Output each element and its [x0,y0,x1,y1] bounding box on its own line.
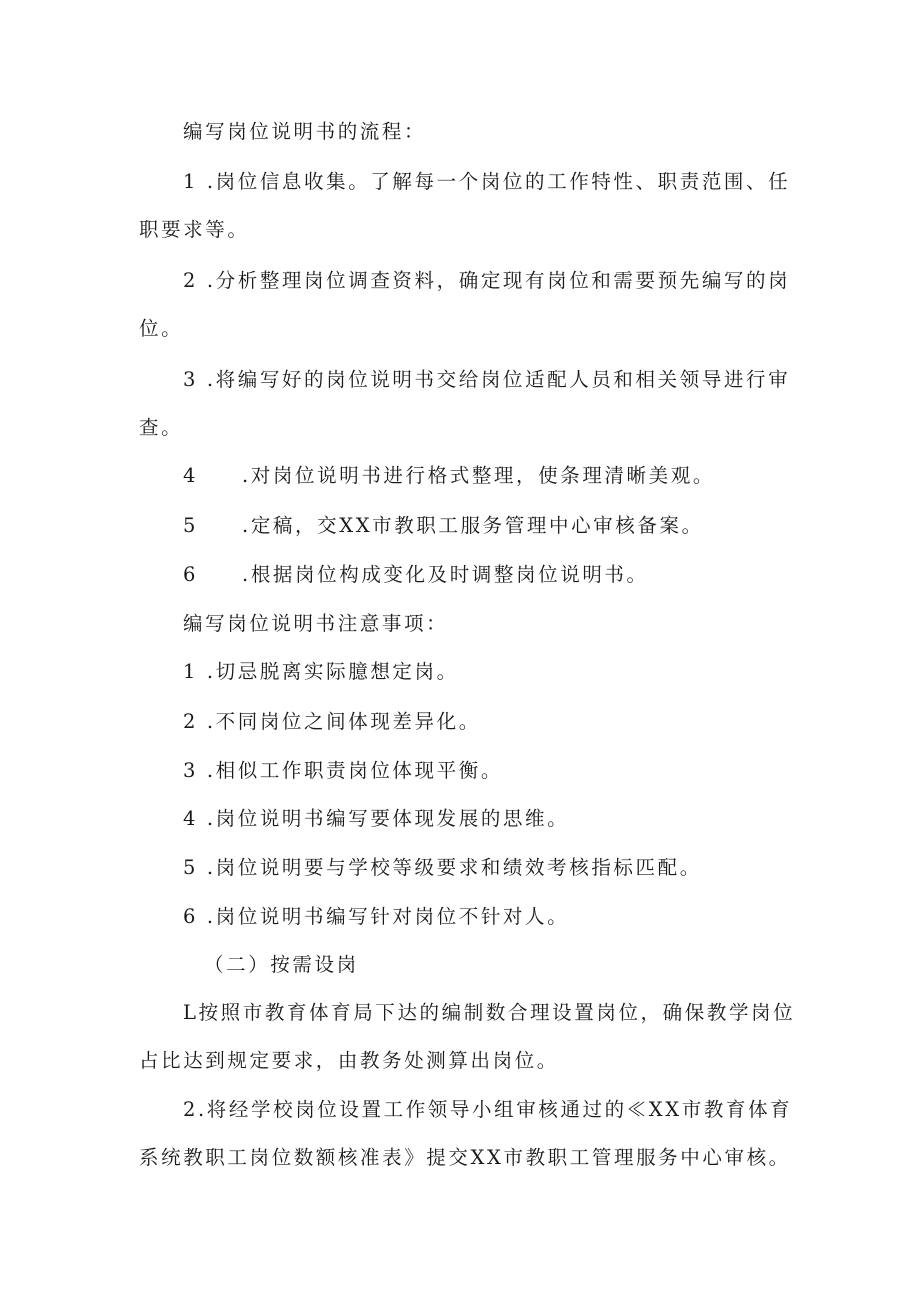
item-text: .岗位说明书编写针对岗位不针对人。 [206,905,570,928]
item-number: 4 [183,807,199,830]
item-number: 2 [183,710,199,733]
notice-item-4 [183,806,569,832]
process-item-4 [183,463,715,489]
item-text: .切忌脱离实际臆想定岗。 [206,660,459,683]
item-number: 6 [183,563,199,586]
on-demand-item-2-line2: 系统教职工岗位数额核准表》提交XX市教职工管理服务中心审核。 [139,1146,791,1169]
item-number: 2 [183,269,199,292]
item-number: 1 [183,660,199,683]
item-text: .根据岗位构成变化及时调整岗位说明书。 [242,563,649,586]
notice-item-1 [183,659,459,685]
on-demand-item-1-line2: 占比达到规定要求，由教务处测算出岗位。 [139,1049,559,1072]
item-text: .不同岗位之间体现差异化。 [206,710,481,733]
notice-item-6 [183,904,569,930]
item-number: 5 [183,514,199,537]
item-number: 1 [183,170,199,193]
process-item-2-line2: 位。 [139,317,184,340]
process-item-2-line1 [183,268,790,294]
item-text: .对岗位说明书进行格式整理，使条理清晰美观。 [242,464,715,487]
process-item-1-line1 [183,169,790,195]
item-text: .岗位信息收集。了解每一个岗位的工作特性、职责范围、任 [206,170,791,193]
item-text: .将编写好的岗位说明书交给岗位适配人员和相关领导进行审 [206,368,791,391]
process-item-5 [183,513,704,539]
section-heading-process: 编写岗位说明书的流程： [183,120,427,143]
item-number: 4 [183,464,199,487]
notice-item-3 [183,758,503,784]
process-item-1-line2: 职要求等。 [139,218,250,241]
item-number: 3 [183,759,199,782]
item-text: .分析整理岗位调查资料，确定现有岗位和需要预先编写的岗 [206,269,791,292]
item-text: .岗位说明要与学校等级要求和绩效考核指标匹配。 [206,856,702,879]
on-demand-item-2-line1: 2.将经学校岗位设置工作领导小组审核通过的≪XX市教育体育 [183,1098,793,1121]
item-number: 6 [183,905,199,928]
notice-item-5 [183,855,702,881]
item-text: .相似工作职责岗位体现平衡。 [206,759,503,782]
section-heading-on-demand: （二）按需设岗 [204,953,359,976]
item-number: 3 [183,368,199,391]
process-item-3-line1 [183,367,790,393]
process-item-3-line2: 查。 [139,416,184,439]
item-text: .岗位说明书编写要体现发展的思维。 [206,807,570,830]
process-item-6 [183,562,649,588]
on-demand-item-1-line1: L按照市教育体育局下达的编制数合理设置岗位，确保教学岗位 [183,1001,796,1024]
notice-item-2 [183,709,481,735]
item-text: .定稿，交XX市教职工服务管理中心审核备案。 [242,514,704,537]
section-heading-notice: 编写岗位说明书注意事项： [183,612,449,635]
item-number: 5 [183,856,199,879]
